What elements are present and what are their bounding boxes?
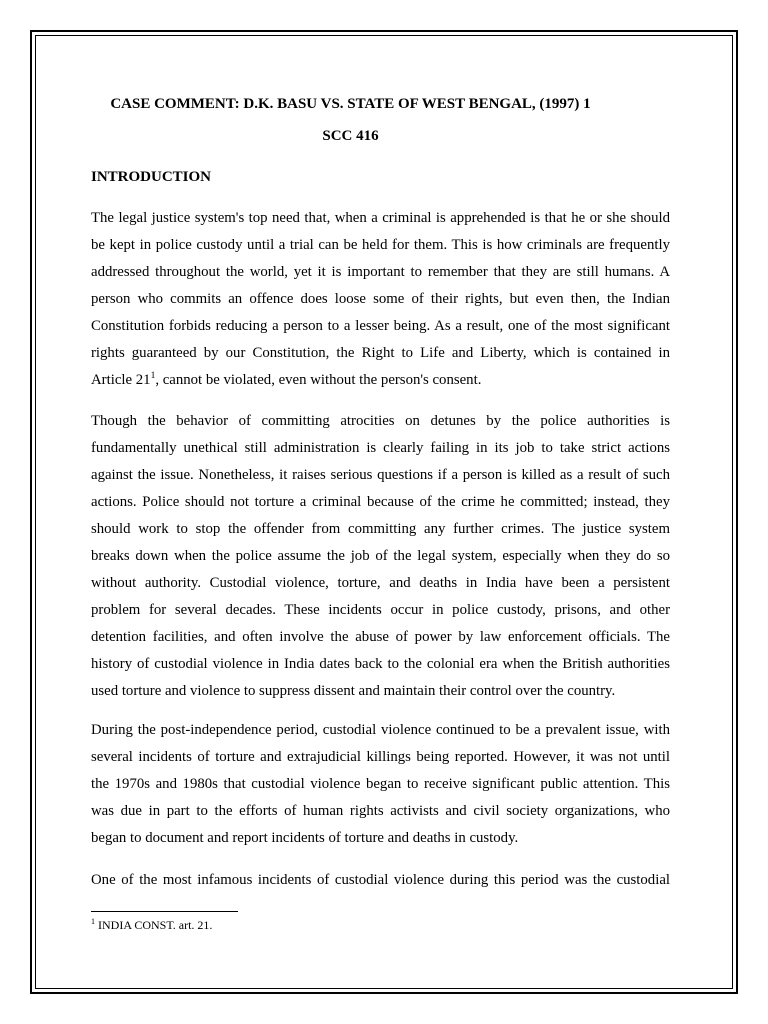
- paragraph-line: person who commits an offence does loose some of their rights, but even then, the Indian: [91, 291, 670, 307]
- footnote: [91, 918, 212, 932]
- paragraph-line: used torture and violence to suppress dissent and maintain their control over the country.: [91, 683, 616, 699]
- paragraph-line: began to document and report incidents of torture and deaths in custody.: [91, 830, 519, 846]
- paragraph-line: be kept in police custody until a trial can be held for them. This is how criminals are frequently: [91, 237, 670, 253]
- paragraph-line: against the issue. Nonetheless, it raises serious questions if a person is killed as a result of such: [91, 467, 670, 483]
- footnote-reference: 1: [150, 371, 156, 382]
- footnote-text: INDIA CONST. art. 21.: [98, 918, 213, 932]
- paragraph-line: history of custodial violence in India dates back to the colonial era when the British authorities: [91, 656, 670, 672]
- paragraph: [91, 717, 670, 852]
- paragraph-line: several incidents of torture and extrajudicial killings being reported. However, it was not until: [91, 749, 670, 765]
- paragraph-line: rights guaranteed by our Constitution, the Right to Life and Liberty, which is contained in: [91, 345, 670, 361]
- paragraph-line: problem for several decades. These incidents occur in police custody, prisons, and other: [91, 602, 670, 618]
- footnote-separator: [91, 911, 238, 912]
- paragraph: [91, 867, 670, 894]
- paragraph-line: fundamentally unethical still administration is clearly failing in its job to take strict actions: [91, 440, 670, 456]
- paragraph-line: without authority. Custodial violence, torture, and deaths in India have been a persistent: [91, 575, 670, 591]
- paragraph-line: actions. Police should not torture a criminal because of the crime he committed; instead, they: [91, 494, 670, 510]
- paragraph-line: The legal justice system's top need that, when a criminal is apprehended is that he or she should: [91, 210, 670, 226]
- paragraph-line: the 1970s and 1980s that custodial violence began to receive significant public attention. This: [91, 776, 670, 792]
- paragraph-line: breaks down when the police assume the job of the legal system, especially when they do so: [91, 548, 670, 564]
- paragraph-line: was due in part to the efforts of human rights activists and civil society organizations, who: [91, 803, 670, 819]
- section-heading: INTRODUCTION: [91, 169, 212, 185]
- line-text: , cannot be violated, even without the person's consent.: [155, 372, 482, 388]
- paragraph-line: addressed throughout the world, yet it is important to remember that they are still humans. A: [91, 264, 670, 280]
- title-line: CASE COMMENT: D.K. BASU VS. STATE OF WEST BENGAL, (1997) 1: [110, 96, 591, 112]
- paragraph-line: Constitution forbids reducing a person to a lesser being. As a result, one of the most significant: [91, 318, 670, 334]
- paragraph-line: detention facilities, and often involve the abuse of power by law enforcement officials. The: [91, 629, 670, 645]
- paragraph-line: Though the behavior of committing atrocities on detunes by the police authorities is: [91, 413, 670, 429]
- document-title: [91, 88, 610, 152]
- title-line: SCC 416: [322, 128, 379, 144]
- paragraph-line: [91, 367, 670, 394]
- paragraph: [91, 205, 670, 394]
- paragraph: [91, 408, 670, 705]
- paragraph-line: should work to stop the offender from committing any further crimes. The justice system: [91, 521, 670, 537]
- line-text: Article 21: [91, 372, 151, 388]
- footnote-number: 1: [91, 917, 95, 926]
- paragraph-line: During the post-independence period, custodial violence continued to be a prevalent issue, with: [91, 722, 670, 738]
- paragraph-line: One of the most infamous incidents of custodial violence during this period was the custodial: [91, 872, 670, 888]
